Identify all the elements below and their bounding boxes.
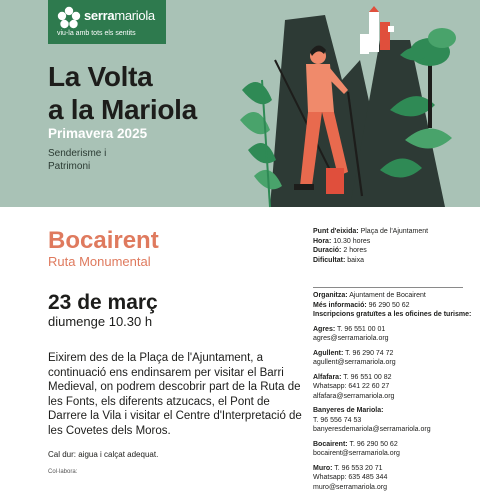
office-alfafara (313, 373, 473, 383)
brand-name-bold: serra (84, 8, 114, 23)
office-phone[interactable]: T. 96 556 74 53 (313, 416, 473, 426)
more-info-row (313, 301, 473, 311)
brand-name-light: mariola (114, 8, 155, 23)
hero-banner (0, 0, 480, 207)
meeting-value: Plaça de l'Ajuntament (361, 228, 429, 235)
event-day-time: diumenge 10.30 h (48, 314, 152, 329)
office-name: Muro: (313, 465, 332, 472)
duration-row (313, 246, 473, 256)
office-phone[interactable]: T. 96 290 50 62 (349, 441, 397, 448)
office-phone[interactable]: T. 96 553 20 71 (334, 465, 382, 472)
title-line-1: La Volta (48, 60, 197, 93)
office-name: Agres: (313, 326, 335, 333)
town-heading: Bocairent (48, 227, 159, 255)
office-muro (313, 464, 473, 474)
office-name: Alfafara: (313, 374, 341, 381)
signup-header: Inscripcions gratuïtes a les oficines de turisme: (313, 310, 473, 320)
office-email[interactable]: bocairent@serramariola.org (313, 449, 473, 459)
difficulty-value: baixa (347, 257, 364, 264)
duration-label: Duració: (313, 247, 341, 254)
meeting-label: Punt d'eixida: (313, 228, 359, 235)
office-name: Bocairent: (313, 441, 348, 448)
event-details (313, 227, 473, 265)
time-value: 10.30 hores (333, 238, 370, 245)
office-email[interactable]: agres@serramariola.org (313, 334, 473, 344)
office-bocairent (313, 440, 473, 450)
difficulty-row (313, 256, 473, 266)
theme-label (48, 147, 128, 173)
bring-note: Cal dur: aigua i calçat adequat. (48, 450, 158, 459)
office-agullent (313, 349, 473, 359)
event-description: Eixirem des de la Plaça de l'Ajuntament, a continuació ens endinsarem per visitar el Barri Medieval, on podrem descobrir part de la Ruta de les Fonts, els diferents atzucacs, el Pont de Darrere la Vila i visitar el Centre d'Interpretació de les Covetes dels Moros. (48, 351, 310, 438)
office-name: Agullent: (313, 350, 343, 357)
theme-line-1: Senderisme i (48, 147, 128, 160)
office-phone[interactable]: T. 96 551 00 01 (337, 326, 385, 333)
office-whatsapp[interactable]: Whatsapp: 635 485 344 (313, 473, 473, 483)
organizer-label: Organitza: (313, 292, 348, 299)
office-whatsapp[interactable]: Whatsapp: 641 22 60 27 (313, 382, 473, 392)
brand-tagline: viu-la amb tots els sentits (57, 30, 136, 37)
office-phone[interactable]: T. 96 290 74 72 (345, 350, 393, 357)
office-phone[interactable]: T. 96 551 00 82 (343, 374, 391, 381)
office-email[interactable]: banyeresdemariola@serramariola.org (313, 425, 473, 435)
route-name: Ruta Monumental (48, 254, 151, 269)
collaborator-label: Col·labora: (48, 469, 77, 475)
organizer-value: Ajuntament de Bocairent (349, 292, 426, 299)
office-email[interactable]: alfafara@serramariola.org (313, 392, 473, 402)
flower-icon (57, 6, 81, 30)
season-label: Primavera 2025 (48, 126, 147, 141)
organizer-row (313, 291, 473, 301)
theme-line-2: Patrimoni (48, 160, 128, 173)
brand-name (84, 8, 155, 23)
time-label: Hora: (313, 238, 331, 245)
divider (313, 287, 463, 288)
office-agres (313, 325, 473, 335)
more-info-label: Més informació: (313, 302, 367, 309)
duration-value: 2 hores (343, 247, 366, 254)
office-email[interactable]: muro@serramariola.org (313, 483, 473, 492)
page-title (48, 60, 197, 126)
office-email[interactable]: agullent@serramariola.org (313, 358, 473, 368)
time-row (313, 237, 473, 247)
title-line-2: a la Mariola (48, 93, 197, 126)
office-name: Banyeres de Mariola: (313, 406, 473, 416)
meeting-point (313, 227, 473, 237)
event-date: 23 de març (48, 291, 158, 315)
brand-logo[interactable] (48, 0, 166, 44)
hiker-illustration (230, 0, 480, 207)
more-info-value[interactable]: 96 290 50 62 (369, 302, 410, 309)
difficulty-label: Dificultat: (313, 257, 345, 264)
contact-info (313, 291, 473, 492)
